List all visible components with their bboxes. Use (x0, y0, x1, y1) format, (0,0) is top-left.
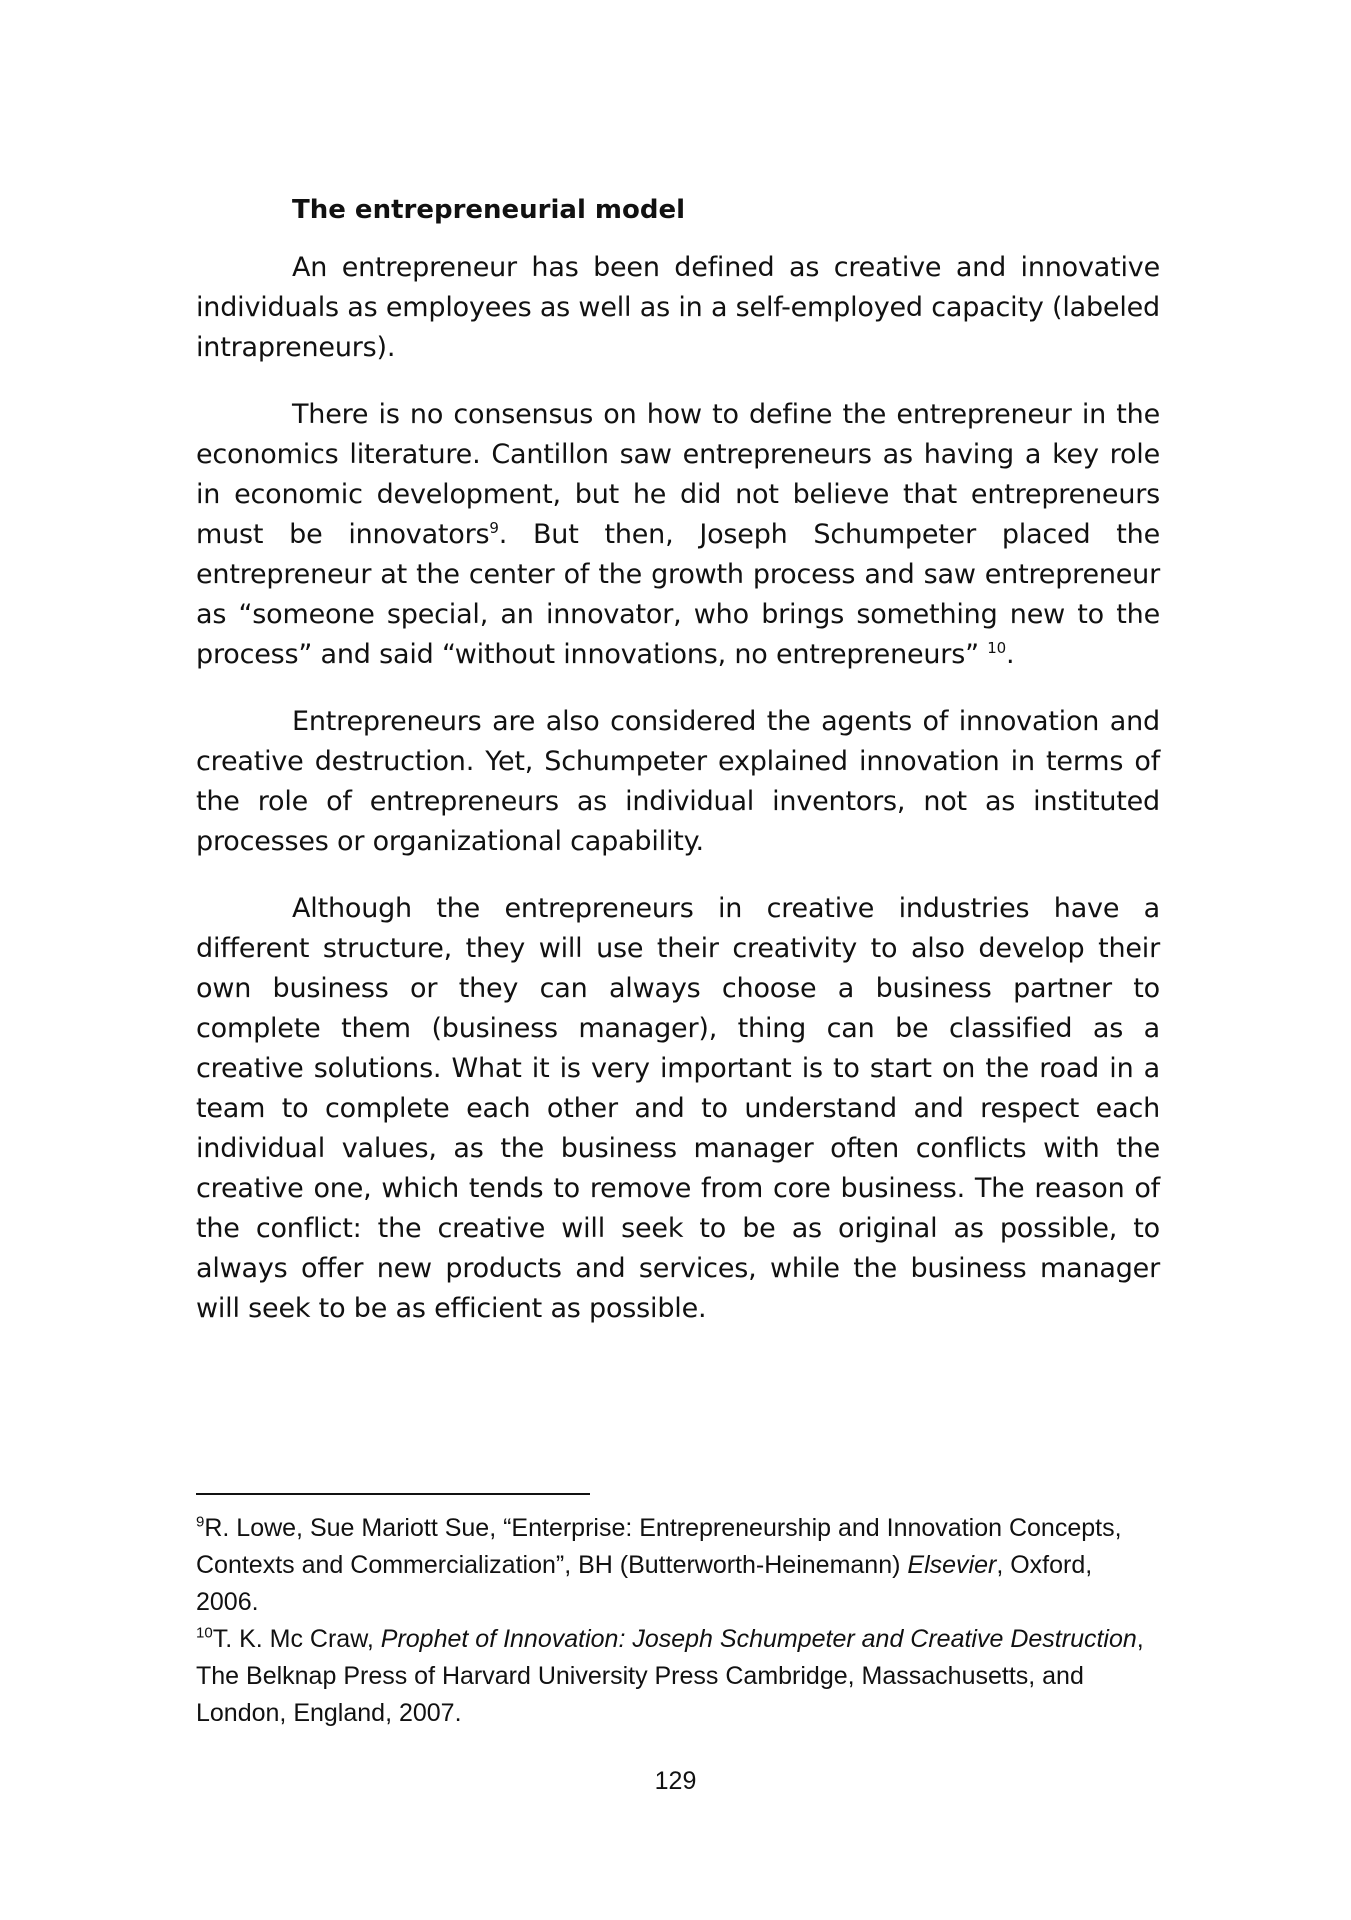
footnote-9-text-a: R. Lowe, Sue Mariott Sue, “Enterprise: Entrepreneurship and Innovation Concepts, Contexts and Commercialization”, BH (Butterworth-Heinemann) (196, 1514, 1122, 1579)
page-number: 129 (654, 1767, 697, 1795)
paragraph-2-text-b: . But then, Joseph Schumpeter placed the entrepreneur at the center of the growth process and saw entrepreneur as “someone special, an innovator, who brings something new to the process” and said “without innovations, no entrepreneurs” (196, 519, 1160, 670)
footnote-ref-9: 9 (489, 519, 499, 537)
footnote-divider (196, 1493, 590, 1495)
paragraph-3: Entrepreneurs are also considered the agents of innovation and creative destruction. Yet, Schumpeter explained innovation in terms of the role of entrepreneurs as individual inventors, not as instituted processes or organizational capability. (196, 706, 1160, 857)
footnote-10-italic: Prophet of Innovation: Joseph Schumpeter and Creative Destruction (380, 1625, 1137, 1653)
paragraph-1: An entrepreneur has been defined as creative and innovative individuals as employees as well as in a self-employed capacity (labeled intrapreneurs). (196, 252, 1160, 363)
paragraph-2-text-c: . (1005, 639, 1015, 670)
footnote-10-text-b: , The Belknap Press of Harvard University Press Cambridge, Massachusetts, and London, England, 2007. (196, 1625, 1144, 1727)
footnote-9-text-b: , Oxford, 2006. (196, 1551, 1093, 1616)
paragraph-2 (196, 395, 1160, 675)
footnote-10 (196, 1621, 1160, 1732)
paragraph-2-text-a: There is no consensus on how to define the entrepreneur in the economics literature. Cantillon saw entrepreneurs as having a key role in economic development, but he did not believe that entrepreneurs must be innovators (196, 399, 1160, 550)
footnote-9-mark: 9 (196, 1513, 205, 1531)
paragraph-4: Although the entrepreneurs in creative industries have a different structure, they will use their creativity to also develop their own business or they can always choose a business partner to complete them (business manager), thing can be classified as a creative solutions. What it is very important is to start on the road in a team to complete each other and to understand and respect each individual values, as the business manager often conflicts with the creative one, which tends to remove from core business. The reason of the conflict: the creative will seek to be as original as possible, to always offer new products and services, while the business manager will seek to be as efficient as possible. (196, 893, 1160, 1324)
footnotes (196, 1510, 1160, 1732)
footnote-10-text-a: T. K. Mc Craw, (212, 1625, 381, 1653)
footnote-ref-10: 10 (987, 639, 1006, 657)
footnote-9 (196, 1510, 1160, 1621)
main-text (196, 190, 1160, 1356)
footnote-9-italic: Elsevier (907, 1551, 997, 1579)
section-heading: The entrepreneurial model (292, 195, 686, 225)
footnote-10-mark: 10 (196, 1624, 213, 1642)
